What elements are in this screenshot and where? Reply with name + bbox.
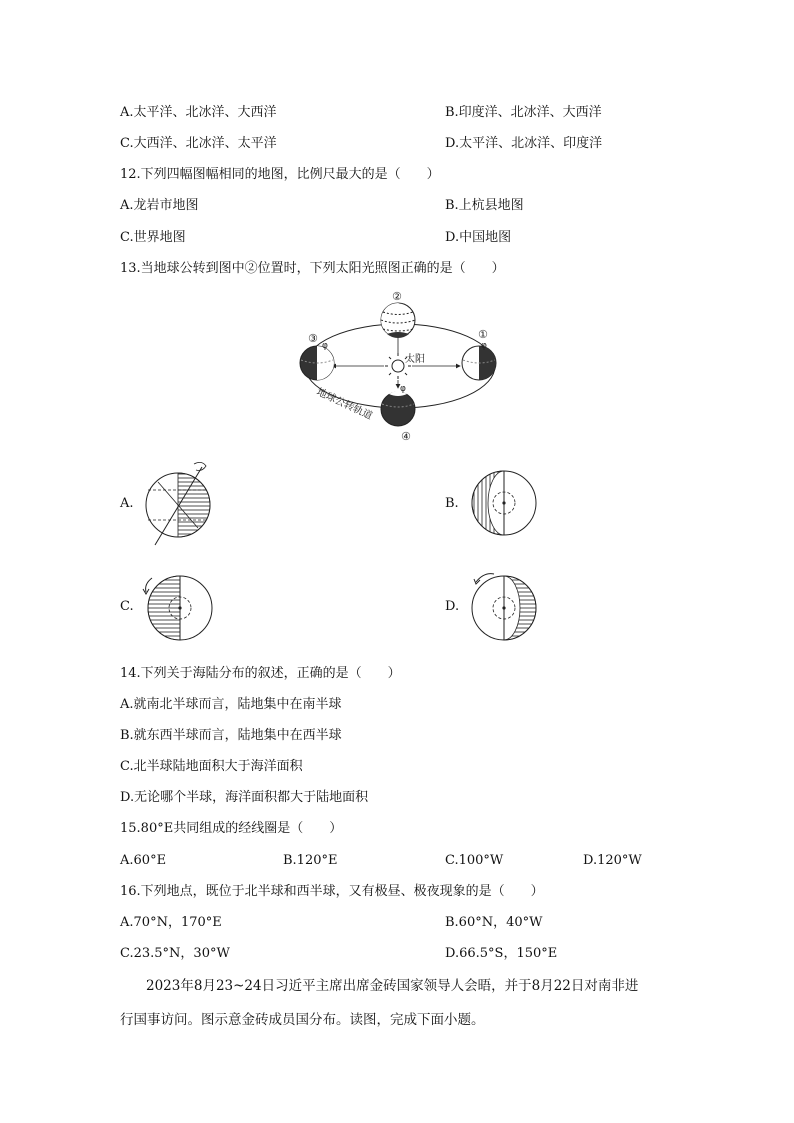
q12-option-d: D.中国地图 (445, 230, 512, 245)
q16-option-a: A.70°N，170°E (120, 915, 222, 930)
illumination-diagram-d (466, 570, 546, 645)
earth-position-1 (462, 346, 496, 380)
q14-option-d: D.无论哪个半球，海洋面积都大于陆地面积 (120, 790, 369, 805)
position-4-axis: φ (400, 384, 406, 394)
illumination-diagram-c (140, 570, 220, 645)
q14-stem: 14.下列关于海陆分布的叙述，正确的是（ ） (120, 666, 401, 681)
q12-option-a: A.龙岩市地图 (120, 198, 199, 213)
q12-stem: 12.下列四幅图幅相同的地图，比例尺最大的是（ ） (120, 167, 440, 182)
position-3-axis: φ (322, 341, 328, 351)
q14-option-b: B.就东西半球而言，陆地集中在西半球 (120, 728, 342, 743)
q15-option-a: A.60°E (120, 853, 167, 868)
passage-line-2: 行国事访问。图示意金砖成员国分布。读图，完成下面小题。 (120, 1012, 485, 1028)
q13-option-c-label: C. (120, 599, 134, 614)
q16-stem: 16.下列地点，既位于北半球和西半球，又有极昼、极夜现象的是（ ） (120, 884, 544, 899)
position-2-label: ② (392, 290, 402, 303)
q15-stem: 15.80°E共同组成的经线圈是（ ） (120, 821, 343, 836)
q13-stem: 13.当地球公转到图中②位置时，下列太阳光照图正确的是（ ） (120, 261, 505, 276)
q12-option-c: C.世界地图 (120, 230, 186, 245)
orbit-label: 地球公转轨道 (314, 386, 374, 423)
q15-option-b: B.120°E (283, 853, 338, 868)
earth-orbit-diagram (290, 288, 515, 448)
q16-option-b: B.60°N，40°W (445, 915, 543, 930)
q11-option-c: C.大西洋、北冰洋、太平洋 (120, 136, 277, 151)
q14-option-c: C.北半球陆地面积大于海洋面积 (120, 759, 303, 774)
q15-option-c: C.100°W (445, 853, 504, 868)
q13-option-d-label: D. (445, 599, 460, 614)
q16-option-d: D.66.5°S，150°E (445, 946, 558, 961)
q13-option-a-label: A. (120, 496, 134, 511)
q11-option-d: D.太平洋、北冰洋、印度洋 (445, 136, 603, 151)
q12-option-b: B.上杭县地图 (445, 198, 524, 213)
position-4-label: ④ (401, 430, 411, 443)
illumination-diagram-b (468, 467, 540, 539)
position-1-label: ① (478, 328, 488, 341)
q13-option-b-label: B. (445, 496, 459, 511)
illumination-diagram-a (140, 460, 220, 550)
q14-option-a: A.就南北半球而言，陆地集中在南半球 (120, 697, 342, 712)
passage-line-1: 2023年8月23~24日习近平主席出席金砖国家领导人会晤，并于8月22日对南非进 (146, 978, 639, 994)
q11-option-b: B.印度洋、北冰洋、大西洋 (445, 105, 602, 120)
q15-option-d: D.120°W (583, 853, 642, 868)
earth-position-2 (381, 303, 415, 338)
earth-position-4 (381, 391, 415, 426)
q11-option-a: A.太平洋、北冰洋、大西洋 (120, 105, 277, 120)
earth-position-3 (300, 346, 334, 380)
position-3-label: ③ (308, 332, 318, 345)
q16-option-c: C.23.5°N，30°W (120, 946, 230, 961)
position-1-axis: φ (481, 341, 487, 351)
sun-label: 太阳 (405, 354, 425, 365)
